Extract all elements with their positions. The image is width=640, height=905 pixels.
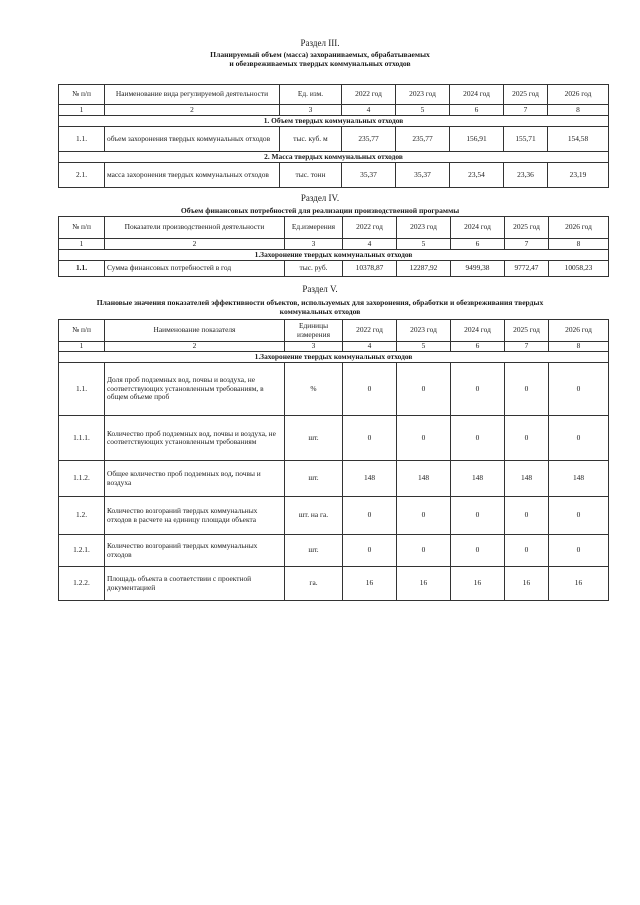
header-cell: № п/п xyxy=(59,217,105,239)
column-number: 1 xyxy=(59,239,105,250)
value-cell: 155,71 xyxy=(504,127,548,152)
table-row xyxy=(59,535,609,567)
group-title: 1.Захоронение твердых коммунальных отходов xyxy=(59,352,609,363)
value-cell: 156,91 xyxy=(450,127,504,152)
column-number: 3 xyxy=(280,105,342,116)
value-cell: 23,36 xyxy=(504,163,548,188)
table-header-row xyxy=(59,217,609,239)
row-name: Количество возгораний твердых коммунальных отходов xyxy=(105,535,285,567)
column-number: 7 xyxy=(505,342,549,352)
value-cell: 35,37 xyxy=(342,163,396,188)
header-cell: Показатели производственной деятельности xyxy=(105,217,285,239)
value-cell: 0 xyxy=(549,497,609,535)
table-row xyxy=(59,127,609,152)
value-cell: 16 xyxy=(451,567,505,601)
table-row xyxy=(59,261,609,277)
row-name: Общее количество проб подземных вод, почвы и воздуха xyxy=(105,461,285,497)
row-number: 1.2. xyxy=(59,497,105,535)
value-cell: 35,37 xyxy=(396,163,450,188)
row-number: 1.1.1. xyxy=(59,416,105,461)
row-unit: га. xyxy=(285,567,343,601)
section-5-subtitle-line-2: коммунальных отходов xyxy=(279,307,361,316)
section-4-title: Раздел IV. xyxy=(300,193,340,203)
value-cell: 0 xyxy=(549,535,609,567)
header-cell: 2026 год xyxy=(549,217,609,239)
column-number: 4 xyxy=(343,342,397,352)
value-cell: 148 xyxy=(451,461,505,497)
value-cell: 0 xyxy=(549,363,609,416)
column-number: 1 xyxy=(59,342,105,352)
column-number: 6 xyxy=(451,342,505,352)
column-number: 3 xyxy=(285,239,343,250)
header-cell: 2022 год xyxy=(342,85,396,105)
header-cell: 2022 год xyxy=(343,217,397,239)
column-number: 4 xyxy=(342,105,396,116)
section-3-title: Раздел III. xyxy=(300,38,340,48)
value-cell: 10058,23 xyxy=(549,261,609,277)
value-cell: 0 xyxy=(451,363,505,416)
row-unit: тыс. тонн xyxy=(280,163,342,188)
column-number: 3 xyxy=(285,342,343,352)
column-number-row xyxy=(59,239,609,250)
row-name: Доля проб подземных вод, почвы и воздуха, не соответствующих установленным требованиям, в общем объеме проб xyxy=(105,363,285,416)
row-unit: тыс. руб. xyxy=(285,261,343,277)
header-cell: 2024 год xyxy=(451,217,505,239)
value-cell: 0 xyxy=(505,497,549,535)
table-row xyxy=(59,567,609,601)
header-cell: 2026 год xyxy=(548,85,609,105)
row-name: Количество возгораний твердых коммунальных отходов в расчете на единицу площади объекта xyxy=(105,497,285,535)
header-cell: № п/п xyxy=(59,320,105,342)
row-unit: шт. xyxy=(285,416,343,461)
value-cell: 0 xyxy=(451,535,505,567)
header-cell: Единицы измерения xyxy=(285,320,343,342)
header-cell: Наименование вида регулируемой деятельности xyxy=(105,85,280,105)
header-cell: 2025 год xyxy=(504,85,548,105)
value-cell: 0 xyxy=(549,416,609,461)
header-cell: 2023 год xyxy=(397,217,451,239)
section-5-title: Раздел V. xyxy=(302,284,338,294)
section-5-subtitle-line-1: Плановые значения показателей эффективности объектов, используемых для захоронения, обработки и обезвреживания твердых xyxy=(96,298,544,307)
row-unit: шт. xyxy=(285,461,343,497)
value-cell: 16 xyxy=(397,567,451,601)
value-cell: 16 xyxy=(549,567,609,601)
row-number: 2.1. xyxy=(59,163,105,188)
value-cell: 154,58 xyxy=(548,127,609,152)
section-4-table xyxy=(58,216,609,277)
row-number: 1.2.1. xyxy=(59,535,105,567)
table-row xyxy=(59,363,609,416)
column-number: 5 xyxy=(396,105,450,116)
table-row xyxy=(59,416,609,461)
value-cell: 148 xyxy=(549,461,609,497)
row-name: Площадь объекта в соответствии с проектной документацией xyxy=(105,567,285,601)
row-name: Сумма финансовых потребностей в год xyxy=(105,261,285,277)
column-number: 7 xyxy=(504,105,548,116)
value-cell: 0 xyxy=(343,363,397,416)
row-number: 1.2.2. xyxy=(59,567,105,601)
value-cell: 23,19 xyxy=(548,163,609,188)
column-number: 8 xyxy=(549,342,609,352)
group-title: 1. Объем твердых коммунальных отходов xyxy=(59,116,609,127)
value-cell: 23,54 xyxy=(450,163,504,188)
value-cell: 0 xyxy=(397,497,451,535)
row-unit: тыс. куб. м xyxy=(280,127,342,152)
header-cell: Наименование показателя xyxy=(105,320,285,342)
header-cell: № п/п xyxy=(59,85,105,105)
value-cell: 12287,92 xyxy=(397,261,451,277)
header-cell: 2025 год xyxy=(505,217,549,239)
value-cell: 0 xyxy=(397,363,451,416)
group-row xyxy=(59,116,609,127)
section-4-subtitle: Объем финансовых потребностей для реализации производственной программы xyxy=(180,206,460,215)
value-cell: 0 xyxy=(451,416,505,461)
column-number: 8 xyxy=(548,105,609,116)
section-3-subtitle-line-2: и обезвреживаемых твердых коммунальных отходов xyxy=(229,59,411,68)
column-number: 1 xyxy=(59,105,105,116)
value-cell: 0 xyxy=(451,497,505,535)
column-number: 2 xyxy=(105,342,285,352)
column-number: 5 xyxy=(397,239,451,250)
header-cell: 2024 год xyxy=(451,320,505,342)
column-number-row xyxy=(59,342,609,352)
section-5-table xyxy=(58,319,609,601)
column-number-row xyxy=(59,105,609,116)
table-header-row xyxy=(59,85,609,105)
value-cell: 148 xyxy=(397,461,451,497)
value-cell: 10378,87 xyxy=(343,261,397,277)
group-row xyxy=(59,152,609,163)
header-cell: 2024 год xyxy=(450,85,504,105)
header-cell: 2023 год xyxy=(397,320,451,342)
value-cell: 0 xyxy=(397,416,451,461)
row-name: Количество проб подземных вод, почвы и воздуха, не соответствующих установленным требованиям xyxy=(105,416,285,461)
value-cell: 16 xyxy=(505,567,549,601)
table-header-row xyxy=(59,320,609,342)
column-number: 5 xyxy=(397,342,451,352)
row-number: 1.1.2. xyxy=(59,461,105,497)
value-cell: 9499,38 xyxy=(451,261,505,277)
value-cell: 0 xyxy=(397,535,451,567)
group-row xyxy=(59,352,609,363)
value-cell: 148 xyxy=(505,461,549,497)
group-title: 1.Захоронение твердых коммунальных отходов xyxy=(59,250,609,261)
section-3-table xyxy=(58,84,609,188)
value-cell: 0 xyxy=(343,497,397,535)
column-number: 2 xyxy=(105,105,280,116)
row-name: объем захоронения твердых коммунальных отходов xyxy=(105,127,280,152)
header-cell: 2023 год xyxy=(396,85,450,105)
column-number: 6 xyxy=(451,239,505,250)
column-number: 8 xyxy=(549,239,609,250)
header-cell: 2022 год xyxy=(343,320,397,342)
group-title: 2. Масса твердых коммунальных отходов xyxy=(59,152,609,163)
row-number: 1.1. xyxy=(59,261,105,277)
value-cell: 148 xyxy=(343,461,397,497)
row-unit: шт. на га. xyxy=(285,497,343,535)
value-cell: 0 xyxy=(343,535,397,567)
row-name: масса захоронения твердых коммунальных отходов xyxy=(105,163,280,188)
table-row xyxy=(59,163,609,188)
row-unit: % xyxy=(285,363,343,416)
value-cell: 0 xyxy=(505,363,549,416)
value-cell: 235,77 xyxy=(342,127,396,152)
column-number: 6 xyxy=(450,105,504,116)
header-cell: 2025 год xyxy=(505,320,549,342)
row-number: 1.1. xyxy=(59,127,105,152)
value-cell: 9772,47 xyxy=(505,261,549,277)
value-cell: 235,77 xyxy=(396,127,450,152)
value-cell: 0 xyxy=(343,416,397,461)
table-row xyxy=(59,497,609,535)
header-cell: Ед. изм. xyxy=(280,85,342,105)
column-number: 4 xyxy=(343,239,397,250)
group-row xyxy=(59,250,609,261)
section-3-subtitle-line-1: Планируемый объем (масса) захораниваемых, обрабатываемых xyxy=(210,50,430,59)
header-cell: Ед.измерения xyxy=(285,217,343,239)
row-unit: шт. xyxy=(285,535,343,567)
row-number: 1.1. xyxy=(59,363,105,416)
column-number: 2 xyxy=(105,239,285,250)
header-cell: 2026 год xyxy=(549,320,609,342)
value-cell: 0 xyxy=(505,416,549,461)
table-row xyxy=(59,461,609,497)
value-cell: 16 xyxy=(343,567,397,601)
column-number: 7 xyxy=(505,239,549,250)
value-cell: 0 xyxy=(505,535,549,567)
